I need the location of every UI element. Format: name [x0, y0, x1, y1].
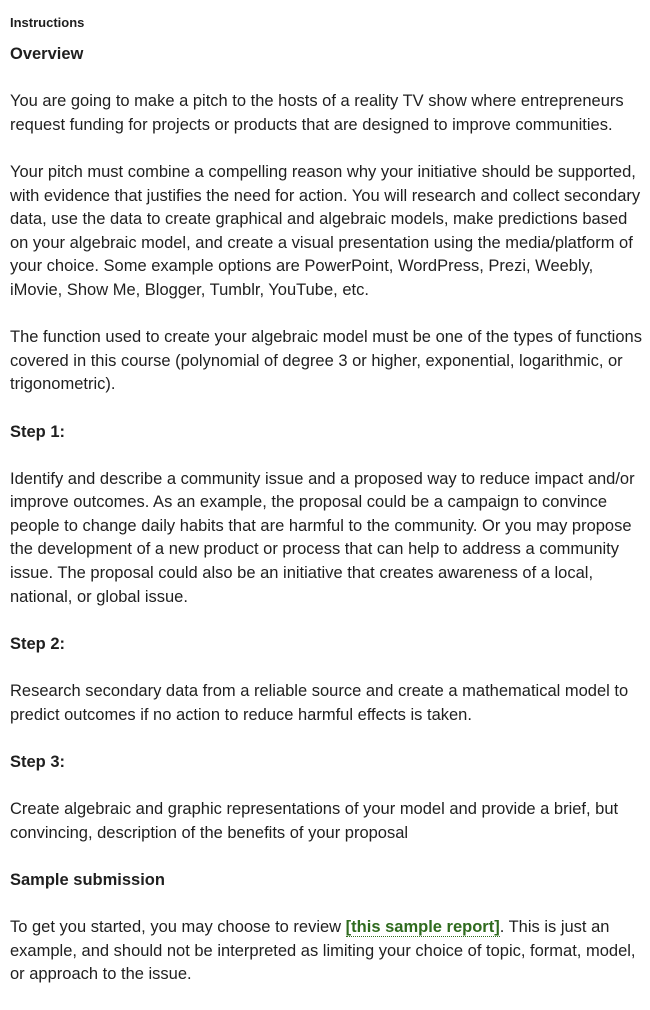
- step-1-heading: Step 1:: [10, 422, 66, 441]
- overview-heading: Overview: [10, 45, 84, 63]
- step-3-heading: Step 3:: [10, 752, 66, 771]
- sample-text-before: To get you started, you may choose to review: [10, 917, 346, 936]
- overview-paragraph-3: The function used to create your algebraic model must be one of the types of functions covered in this course (polynomial of degree 3 or higher, exponential, logarithmic, or trigonometric).: [10, 328, 642, 394]
- instructions-content: [10, 43, 644, 1010]
- overview-paragraph-1: You are going to make a pitch to the hosts of a reality TV show where entrepreneurs request funding for projects or products that are designed to improve communities.: [10, 92, 624, 134]
- instructions-label: Instructions: [10, 15, 85, 30]
- sample-submission-heading: Sample submission: [10, 870, 165, 889]
- sample-text-after: . This is just an example, and should not be interpreted as limiting your choice of topic, format, model, or approach to the issue.: [10, 917, 636, 984]
- step-3-text: Create algebraic and graphic representations of your model and provide a brief, but convincing, description of the benefits of your proposal: [10, 800, 619, 842]
- step-2-heading: Step 2:: [10, 634, 66, 653]
- step-1-text: Identify and describe a community issue and a proposed way to reduce impact and/or improve outcomes. As an example, the proposal could be a campaign to convince people to change daily habits that are harmful to the community. Or you may propose the development of a new product or process that can help to address a community issue. The proposal could also be an initiative that creates awareness of a local, national, or global issue.: [10, 469, 635, 606]
- sample-submission-text: [10, 916, 644, 987]
- overview-paragraph-2: Your pitch must combine a compelling reason why your initiative should be supported, with evidence that justifies the need for action. You will research and collect secondary data, use the data to create graphical and algebraic models, make predictions based on your algebraic model, and create a visual presentation using the media/platform of your choice. Some example options are PowerPoint, WordPress, Prezi, Weebly, iMovie, Show Me, Blogger, Tumblr, YouTube, etc.: [10, 162, 641, 299]
- sample-report-link[interactable]: [this sample report]: [345, 917, 500, 936]
- step-2-text: Research secondary data from a reliable source and create a mathematical model to predict outcomes if no action to reduce harmful effects is taken.: [10, 682, 629, 724]
